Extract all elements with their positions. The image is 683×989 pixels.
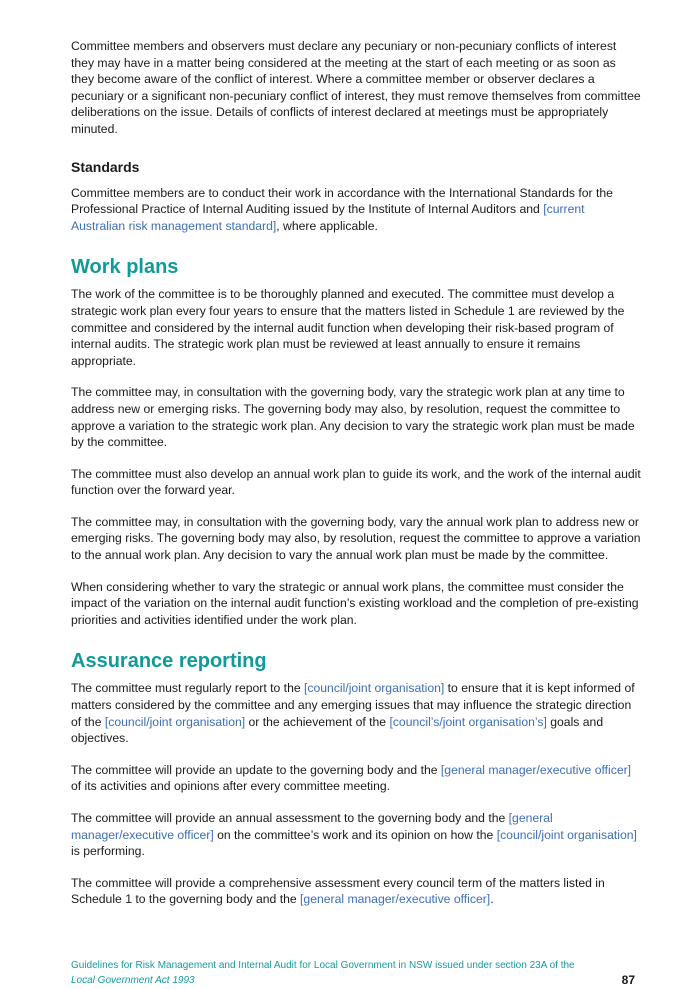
work-plans-paragraph-2: The committee may, in consultation with the governing body, vary the strategic work plan at any time to address new or emerging risks. The governing body may also, by resolution, request the committee to approve a variation to the strategic work plan. Any decision to vary the strategic work plan must be made by the committee.	[71, 385, 635, 450]
page-footer	[71, 958, 641, 988]
placeholder-general-manager: [general manager/executive officer]	[440, 762, 632, 777]
placeholder-councils: [council’s/joint organisation’s]	[389, 714, 547, 729]
work-plans-paragraph-1: The work of the committee is to be thoroughly planned and executed. The committee must develop a strategic work plan every four years to ensure that the matters listed in Schedule 1 are reviewed by the committee and considered by the internal audit function when developing their risk-based program of internal audits. The strategic work plan must be reviewed at least annually to ensure it remains appropriate.	[71, 287, 625, 368]
work-plans-paragraph-3: The committee must also develop an annual work plan to guide its work, and the work of the internal audit function over the forward year.	[71, 466, 641, 498]
footer-citation: Guidelines for Risk Management and Internal Audit for Local Government in NSW issued under section 23A of the Local Government Act 1993	[71, 960, 575, 986]
work-plans-paragraph-5: When considering whether to vary the strategic or annual work plans, the committee must consider the impact of the variation on the internal audit function’s existing workload and the completion of pre-existing priorities and activities identified under the work plan.	[71, 579, 639, 627]
assurance-paragraph-3: The committee will provide an annual assessment to the governing body and the [general manager/executive officer] on the committee’s work and its opinion on how the [council/joint organisation] is performing.	[71, 811, 637, 859]
document-body	[71, 38, 641, 923]
placeholder-general-manager: [general manager/executive officer]	[71, 811, 553, 842]
work-plans-heading: Work plans	[71, 256, 179, 279]
placeholder-council: [council/joint organisation]	[304, 681, 445, 696]
standards-paragraph: Committee members are to conduct their work in accordance with the International Standards for the Professional Practice of Internal Auditing issued by the Institute of Internal Auditors and [current Australian risk management standard], where applicable.	[71, 185, 613, 233]
work-plans-paragraph-4: The committee may, in consultation with the governing body, vary the annual work plan to address new or emerging risks. The governing body may also, by resolution, request the committee to approve a variation to the annual work plan. Any decision to vary the annual work plan must be made by the committee.	[71, 514, 641, 563]
page-number: 87	[621, 973, 635, 987]
placeholder-general-manager: [general manager/executive officer]	[300, 892, 491, 907]
assurance-paragraph-1: The committee must regularly report to the [council/joint organisation] to ensure that it is kept informed of matters considered by the committee and any emerging issues that may influence the strategic direction of the [council/joint organisation] or the achievement of the [council’s/joint organisation’s] goals and objectives.	[71, 681, 635, 746]
assurance-reporting-heading: Assurance reporting	[71, 650, 267, 673]
conflicts-paragraph: Committee members and observers must declare any pecuniary or non-pecuniary conflicts of interest they may have in a matter being considered at the meeting at the start of each meeting or as soon as they become aware of the conflict of interest. Where a committee member or observer declares a pecuniary or a significant non-pecuniary conflict of interest, they must remove themselves from committee deliberations on the issue. Details of conflicts of interest declared at meetings must be appropriately minuted.	[71, 39, 641, 136]
placeholder-standard: [current Australian risk management standard]	[71, 202, 585, 233]
assurance-paragraph-2: The committee will provide an update to the governing body and the [general manager/executive officer] of its activities and opinions after every committee meeting.	[71, 762, 632, 794]
footer-act-title: Local Government Act 1993	[71, 975, 195, 986]
placeholder-council: [council/joint organisation]	[104, 714, 246, 729]
standards-heading: Standards	[71, 158, 140, 175]
assurance-paragraph-4: The committee will provide a comprehensive assessment every council term of the matters listed in Schedule 1 to the governing body and the [general manager/executive officer].	[71, 875, 605, 907]
placeholder-council: [council/joint organisation]	[496, 827, 637, 842]
